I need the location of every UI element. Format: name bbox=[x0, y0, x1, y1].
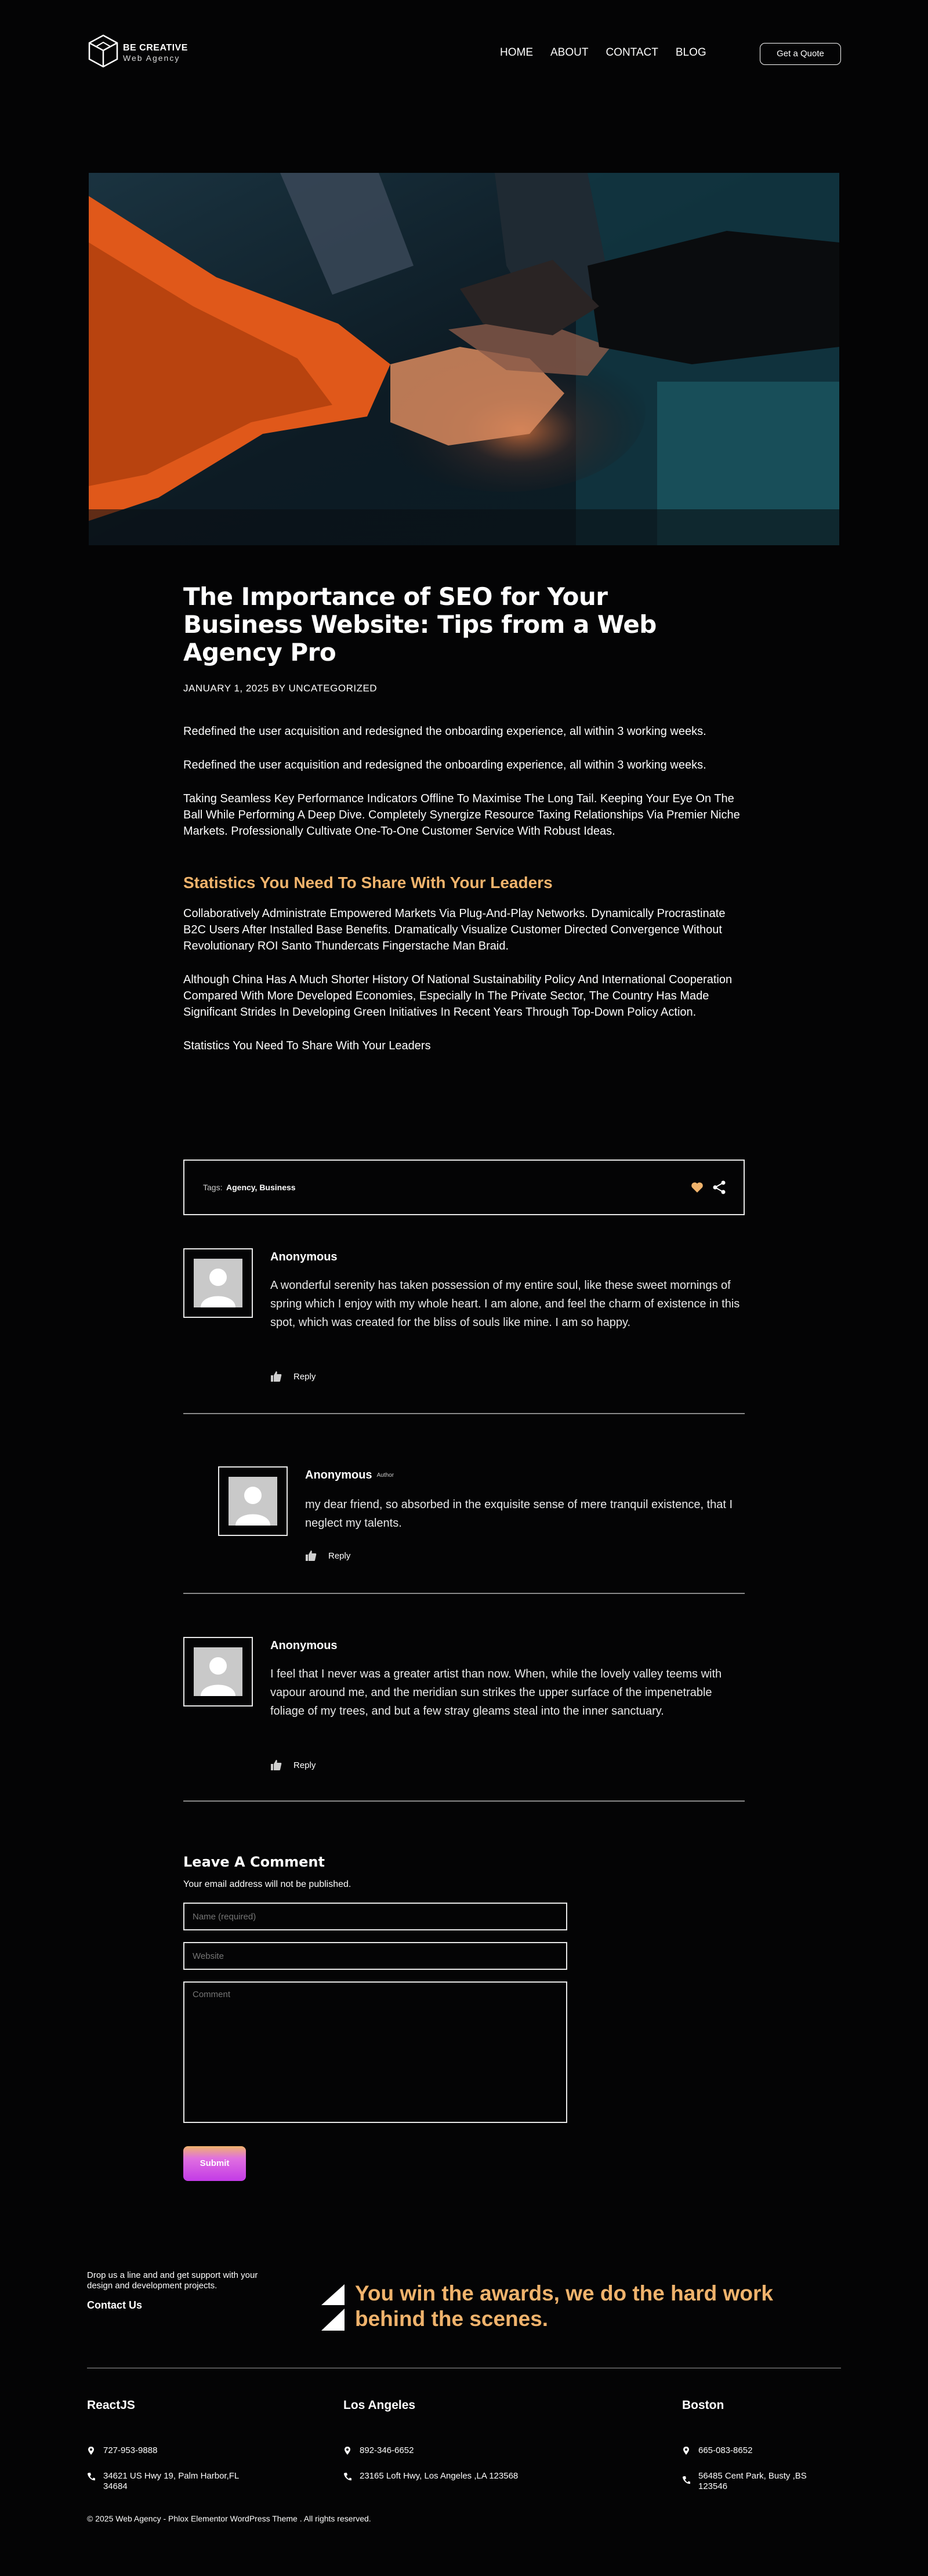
office-city: Boston bbox=[682, 2399, 724, 2412]
office-phone[interactable]: 892-346-6652 bbox=[360, 2445, 414, 2455]
comment-text: I feel that I never was a greater artist than now. When, while the lovely valley teems with vapour around me, and the meridian sun strikes the upper surface of the impenetrable foliage of my trees, and but a few stray gleams steal into the inner sanctuary. bbox=[270, 1668, 722, 1718]
comment-author-name: Anonymous bbox=[305, 1469, 372, 1481]
blog-article bbox=[183, 583, 745, 1054]
article-subheading: Statistics You Need To Share With Your Leaders bbox=[183, 874, 553, 892]
website-input[interactable] bbox=[183, 1942, 567, 1970]
nav-contact[interactable]: CONTACT bbox=[606, 46, 658, 59]
user-avatar-icon bbox=[194, 1259, 242, 1307]
site-logo[interactable] bbox=[87, 32, 203, 73]
hands-stack-photo bbox=[89, 173, 839, 545]
phone-icon bbox=[87, 2472, 95, 2481]
contact-us-link[interactable]: Contact Us bbox=[87, 2299, 143, 2311]
hero-image bbox=[89, 173, 839, 545]
office-phone[interactable]: 665-083-8652 bbox=[698, 2445, 753, 2455]
reply-link[interactable]: Reply bbox=[293, 1372, 316, 1382]
office-city: Los Angeles bbox=[343, 2399, 416, 2412]
leave-comment-title: Leave A Comment bbox=[183, 1854, 325, 1870]
tags-label: Tags: bbox=[203, 1183, 223, 1192]
office-address: 34621 US Hwy 19, Palm Harbor,FL 34684 bbox=[103, 2471, 239, 2491]
comment-text: my dear friend, so absorbed in the exquisite sense of mere tranquil existence, that I neglect my talents. bbox=[305, 1498, 733, 1530]
user-avatar-icon bbox=[229, 1477, 277, 1526]
leave-comment-note: Your email address will not be published. bbox=[183, 1879, 351, 1889]
office-address: 23165 Loft Hwy, Los Angeles ,LA 123568 bbox=[360, 2471, 519, 2481]
post-meta: JANUARY 1, 2025 BY UNCATEGORIZED bbox=[183, 683, 378, 694]
article-paragraph: Collaboratively Administrate Empowered Markets Via Plug-And-Play Networks. Dynamically Procrastinate B2C Users After Installed Base Benefits. Dramatically Visualize Customer Directed Convergence Without Revolutionary ROI Santo Thundercats Fingerstache Man Braid. bbox=[183, 907, 726, 952]
comment-author: Anonymous bbox=[270, 1639, 338, 1652]
avatar bbox=[183, 1637, 253, 1707]
thumbs-up-icon[interactable] bbox=[270, 1759, 282, 1771]
article-paragraph: Redefined the user acquisition and redesigned the onboarding experience, all within 3 working weeks. bbox=[183, 759, 706, 771]
office-phone[interactable]: 727-953-9888 bbox=[103, 2445, 158, 2455]
site-header bbox=[87, 32, 841, 73]
phone-icon bbox=[682, 2476, 690, 2485]
logo-title: BE CREATIVE bbox=[123, 43, 188, 53]
user-avatar-icon bbox=[194, 1647, 242, 1696]
copyright: © 2025 Web Agency - Phlox Elementor WordPress Theme . All rights reserved. bbox=[87, 2514, 371, 2523]
divider bbox=[183, 1593, 745, 1594]
logo-subtitle: Web Agency bbox=[123, 53, 180, 63]
page-title: The Importance of SEO for Your Business Website: Tips from a Web Agency Pro bbox=[183, 582, 657, 666]
footer-tagline: You win the awards, we do the hard work behind the scenes. bbox=[355, 2281, 773, 2331]
reply-link[interactable]: Reply bbox=[293, 1760, 316, 1770]
reply-link[interactable]: Reply bbox=[328, 1551, 351, 1561]
footer-drop-line: Drop us a line and and get support with your design and development projects. bbox=[87, 2270, 258, 2291]
office-city: ReactJS bbox=[87, 2399, 135, 2412]
article-paragraph: Redefined the user acquisition and redesigned the onboarding experience, all within 3 working weeks. bbox=[183, 725, 706, 738]
slash-decoration-icon bbox=[321, 2284, 345, 2331]
thumbs-up-icon[interactable] bbox=[305, 1550, 317, 1561]
comment-author bbox=[305, 1469, 394, 1482]
post-tags-bar bbox=[183, 1160, 745, 1215]
main-nav bbox=[500, 46, 724, 59]
comment-author: Anonymous bbox=[270, 1251, 338, 1263]
submit-button[interactable]: Submit bbox=[183, 2146, 246, 2181]
author-badge: Author bbox=[376, 1472, 394, 1479]
nav-blog[interactable]: BLOG bbox=[675, 46, 706, 59]
name-input[interactable] bbox=[183, 1903, 567, 1930]
location-pin-icon bbox=[87, 2446, 95, 2455]
comment-text: A wonderful serenity has taken possession of my entire soul, like these sweet mornings of spring which I enjoy with my whole heart. I am alone, and feel the charm of existence in this spot, which was created for the bliss of souls like mine. I am so happy. bbox=[270, 1279, 740, 1329]
share-icon[interactable] bbox=[711, 1179, 727, 1195]
tags-links[interactable]: Agency, Business bbox=[226, 1183, 296, 1192]
heart-icon[interactable] bbox=[690, 1180, 704, 1194]
cube-logo-icon bbox=[87, 32, 119, 73]
comment-textarea[interactable] bbox=[183, 1981, 567, 2123]
article-paragraph: Statistics You Need To Share With Your Leaders bbox=[183, 1039, 431, 1052]
divider bbox=[183, 1800, 745, 1802]
location-pin-icon bbox=[682, 2446, 690, 2455]
nav-home[interactable]: HOME bbox=[500, 46, 533, 59]
location-pin-icon bbox=[343, 2446, 351, 2455]
thumbs-up-icon[interactable] bbox=[270, 1371, 282, 1382]
article-paragraph: Taking Seamless Key Performance Indicators Offline To Maximise The Long Tail. Keeping Your Eye On The Ball While Performing A Deep Dive. Completely Synergize Resource Taxing Relationships Via Premier Niche Markets. Professionally Cultivate One-To-One Customer Service With Robust Ideas. bbox=[183, 792, 740, 838]
avatar bbox=[218, 1466, 288, 1536]
nav-about[interactable]: ABOUT bbox=[550, 46, 589, 59]
article-paragraph: Although China Has A Much Shorter History Of National Sustainability Policy And International Cooperation Compared With More Developed Economies, Especially In The Private Sector, The Country Has Made Significant Strides In Developing Green Initiatives In Recent Years Through Top-Down Policy Action. bbox=[183, 973, 733, 1019]
avatar bbox=[183, 1248, 253, 1318]
get-quote-button[interactable]: Get a Quote bbox=[760, 43, 841, 65]
office-address: 56485 Cent Park, Busty ,BS 123546 bbox=[698, 2471, 807, 2491]
phone-icon bbox=[343, 2472, 351, 2481]
divider bbox=[183, 1413, 745, 1414]
